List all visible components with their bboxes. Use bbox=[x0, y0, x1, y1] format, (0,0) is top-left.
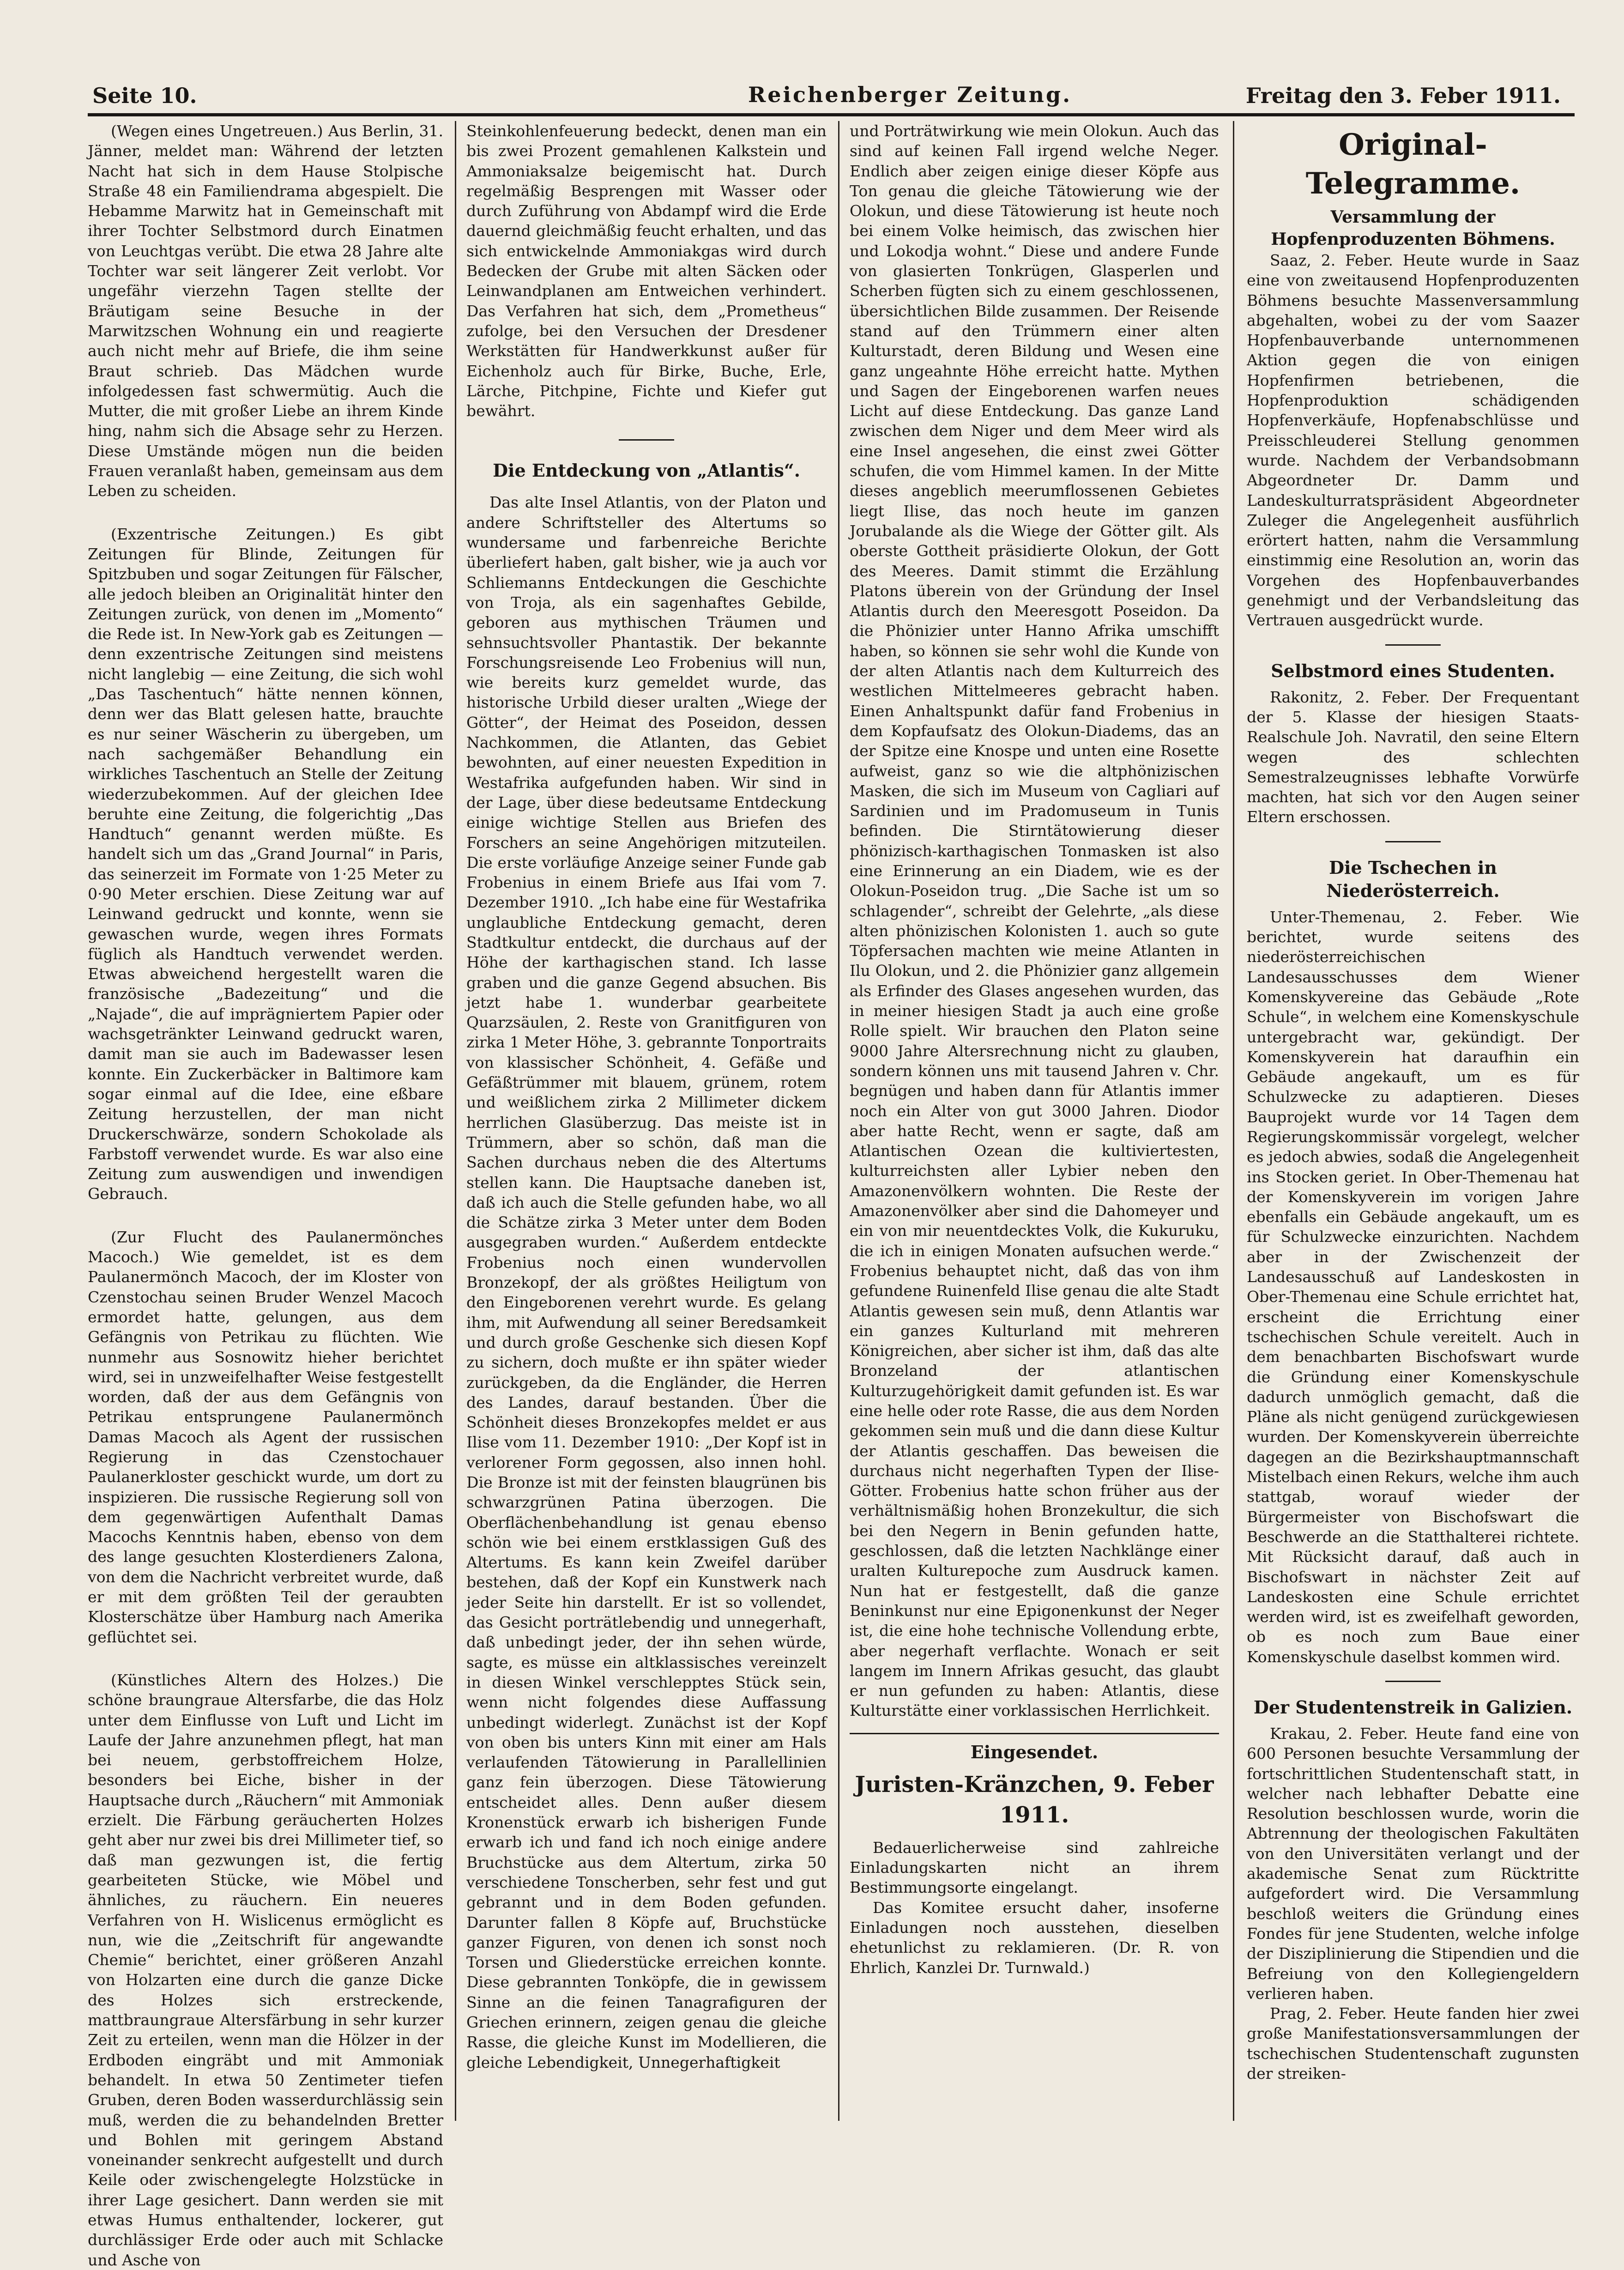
page-number: Seite 10. bbox=[92, 83, 197, 108]
issue-date: Freitag den 3. Feber 1911. bbox=[1245, 83, 1561, 108]
headline-selbstmord: Selbstmord eines Studenten. bbox=[1271, 660, 1555, 681]
heading-eingesendet: Eingesendet. bbox=[970, 1741, 1099, 1762]
article-divider bbox=[1385, 1681, 1441, 1682]
article-holz-cont: Steinkohlenfeuerung bedeckt, denen man ein bis zwei Prozent gemahlenen Kalkstein und Ammoniaksalze beigemischt hat. Durch regelmäßig Besprengen mit Wasser oder durch Zuführung von Abdampf wird die Erde dauernd gleichmäßig feucht erhalten, und das sich entwickelnde Ammoniakgas wird durch Bedecken der Grube mit alten Säcken oder Leinwandplanen am Entweichen verhindert. Das Verfahren hat sich, dem „Prometheus“ zufolge, bei den Versuchen der Dresdener Werkstätten für Handwerkkunst außer für Eichenholz auch für Birke, Buche, Erle, Lärche, Pitchpine, Fichte und Kiefer gut bewährt. bbox=[466, 122, 827, 420]
column-2 bbox=[466, 121, 827, 2121]
article-atlantis-cont: und Porträtwirkung wie mein Olokun. Auch das sind auf keinen Fall irgend welche Neger. Endlich aber zeigen einige dieser Köpfe aus Ton genau die gleiche Tätowierung wie der Olokun, und diese Tätowierung ist heute noch bei einem Volke heimisch, das zwischen hier und Lokodja wohnt.“ Diese und andere Funde von glasierten Tonkrügen, Glasperlen und Scherben fügten sich zu einem geschlossenen, übersichtlichen Bilde zusammen. Der Reisende stand auf den Trümmern einer alten Kulturstadt, deren Bildung und Wesen eine ganz ungeahnte Höhe erreicht hatte. Mythen und Sagen der Eingeborenen warfen neues Licht auf diese Entdeckung. Das ganze Land zwischen dem Niger und dem Meer wird als eine Insel angesehen, die einst zwei Götter schufen, die vom Himmel kamen. In der Mitte dieses angeblich meerumflossenen Gebietes liegt Ilise, das noch heute im ganzen Jorubalande als die Wiege der Götter gilt. Als oberste Gottheit präsidierte Olokun, der Gott des Meeres. Damit stimmt die Erzählung Platons überein von der Gründung der Insel Atlantis durch den Meeresgott Poseidon. Da die Phönizier unter Hanno Afrika umschifft haben, so können sie sehr wohl die Kunde von der alten Atlantis nach dem Kulturreich des westlichen Mittelmeeres gebracht haben. Einen Anhaltspunkt dafür fand Frobenius in dem Kopfaufsatz des Olokun-Diadems, das an der Spitze eine Knospe und unten eine Rosette aufweist, ganz so wie die altphönizischen Masken, die sich im Museum von Cagliari auf Sardinien und im Pradomuseum in Tunis befinden. Die Stirntätowierung dieser phönizisch-karthagischen Tonmasken ist also eine Erinnerung an ein Diadem, wie es der Olokun-Poseidon trug. „Die Sache ist um so schlagender“, schreibt der Gelehrte, „als diese alten phönizischen Kolonisten 1. auch so gute Töpfersachen machten wie meine Atlanten in Ilu Olokun, und 2. die Phönizier ganz allgemein als Erfinder des Glases angesehen wurden, das in meiner hiesigen Stadt ja auch eine große Rolle spielt. Wir brauchen den Platon seine 9000 Jahre Altersrechnung nicht zu glauben, sondern können uns mit tausend Jahren v. Chr. begnügen und haben dann für Atlantis immer noch ein Alter von gut 3000 Jahren. Diodor aber hatte Recht, wenn er sagte, daß am Atlantischen Ozean die kultiviertesten, kulturreichsten aller Lybier neben den Amazonenvölkern wohnten. Die Reste der Amazonenvölker aber sind die Dahomeyer und ein von mir neuentdecktes Volk, die Kukuruku, die ich in einigen Monaten aufsuchen werde.“ Frobenius behauptet nicht, daß das von ihm gefundene Ruinenfeld Ilise genau die alte Stadt Atlantis gewesen sein muß, denn Atlantis war ein ganzes Kulturland mit mehreren Königreichen, aber sicher ist ihm, daß das alte Bronzeland der atlantischen Kulturzugehörigkeit damit gefunden ist. Es war eine helle oder rote Rasse, die aus dem Norden gekommen sein muß und die dann diese Kultur der Atlantis geschaffen. Das beweisen die durchaus nicht negerhaften Typen der Ilise-Götter. Frobenius hatte schon früher aus der verhältnismäßig hohen Bronzekultur, die sich bei den Negern in Benin gefunden hatte, geschlossen, daß die letzten Nachklänge einer uralten Kulturepoche zum Ausdruck kamen. Nun hat er festgestellt, daß die ganze Beninkunst nur eine Epigonenkunst der Neger ist, die eine hohe technische Vollendung erbte, aber negerhaft verflachte. Wonach er seit langem im Innern Afrikas gesucht, das glaubt er nun gefunden zu haben: Atlantis, diese Kulturstätte einer vorklassischen Herrlichkeit. bbox=[850, 122, 1219, 1720]
column-4 bbox=[1247, 121, 1579, 2121]
article-macoch: (Zur Flucht des Paulanermönches Macoch.) Wie gemeldet, ist es dem Paulanermönch Macoch, der im Kloster von Czenstochau seinen Bruder Wenzel Macoch ermordet hatte, gelungen, aus dem Gefängnis von Petrikau zu flüchten. Wie nunmehr aus Sosnowitz hieher berichtet wird, sei in unzweifelhafter Weise festgestellt worden, daß der aus dem Gefängnis von Petrikau entsprungene Paulanermönch Damas Macoch als Agent der russischen Regierung in das Czenstochauer Paulanerkloster geschickt wurde, um dort zu inspizieren. Die russische Regierung soll von dem gegenwärtigen Aufenthalt Damas Macochs Kenntnis haben, ebenso von dem des lange gesuchten Klosterdieners Zalona, von dem die Nachricht verbreitet wurde, daß er mit dem größten Teil der geraubten Klosterschätze über Hamburg nach Amerika geflüchtet sei. bbox=[88, 1228, 443, 1646]
article-ungetreuer: (Wegen eines Ungetreuen.) Aus Berlin, 31. Jänner, meldet man: Während der letzten Nacht hat sich in dem Hause Stolpische Straße 48 ein Familiendrama abgespielt. Die Hebamme Marwitz hat in Gemeinschaft mit ihrer Tochter Selbstmord durch Einatmen von Leuchtgas verübt. Die etwa 28 Jahre alte Tochter war seit längerer Zeit verlobt. Vor ungefähr vierzehn Tagen stellte der Bräutigam seine Besuche in der Marwitzschen Wohnung ein und reagierte auch nicht mehr auf Briefe, die ihm seine Braut schrieb. Das Mädchen wurde infolgedessen fast schwermütig. Auch die Mutter, die mit großer Liebe an ihrem Kinde hing, nahm sich die Absage sehr zu Herzen. Diese Umstände mögen nun die beiden Frauen veranlaßt haben, gemeinsam aus dem Leben zu scheiden. bbox=[88, 122, 443, 500]
headline-tschechen: Die Tschechen in Niederösterreich. bbox=[1326, 857, 1500, 901]
headline-juristen: Juristen-Kränzchen, 9. Feber 1911. bbox=[855, 1771, 1214, 1828]
column-divider bbox=[838, 121, 839, 2121]
headline-hopfen: Versammlung der Hopfenproduzenten Böhmens. bbox=[1271, 207, 1555, 249]
article-divider bbox=[619, 439, 674, 441]
article-zeitungen: (Exzentrische Zeitungen.) Es gibt Zeitungen für Blinde, Zeitungen für Spitzbuben und sogar Zeitungen für Fälscher, alle jedoch bleiben an Originalität hinter den Zeitungen zurück, von denen im „Momento“ die Rede ist. In New-York gab es Zeitungen — denn exzentrische Zeitungen sind meistens nicht langlebig — eine Zeitung, die sich wohl „Das Taschentuch“ hätte nennen können, denn wer das Blatt gelesen hatte, brauchte es nur seiner Wäscherin zu übergeben, um nach sachgemäßer Behandlung ein wirkliches Taschentuch an Stelle der Zeitung wiederzubekommen. Auf der gleichen Idee beruhte eine Zeitung, die folgerichtig „Das Handtuch“ genannt werden müßte. Es handelt sich um das „Grand Journal“ in Paris, das seinerzeit im Formate von 1·25 Meter zu 0·90 Meter erschien. Diese Zeitung war auf Leinwand gedruckt und konnte, wenn sie gewaschen wurde, wegen ihres Formats füglich als Handtuch verwendet werden. Etwas abweichend hergestellt waren die französische „Badezeitung“ und die „Najade“, die auf imprägniertem Papier oder wachsgetränkter Leinwand gedruckt waren, damit man sie auch im Badewasser lesen konnte. Ein Zuckerbäcker in Baltimore kam sogar einmal auf die Idee, eine eßbare Zeitung herzustellen, der man nicht Druckerschwärze, sondern Schokolade als Farbstoff verwendet wurde. Es war also eine Zeitung zum auswendigen und inwendigen Gebrauch. bbox=[88, 525, 443, 1203]
article-holz: (Künstliches Altern des Holzes.) Die schöne braungraue Altersfarbe, die das Holz unter dem Einflusse von Luft und Licht im Laufe der Jahre anzunehmen pflegt, hat man bei neuem, gerbstoffreichem Holze, besonders bei Eiche, bisher in der Hauptsache durch „Räuchern“ mit Ammoniak erzielt. Die Färbung geräucherten Holzes geht aber nur zwei bis drei Millimeter tief, so daß man gezwungen ist, die fertig gearbeiteten Stücke, wie Möbel und ähnliches, zu räuchern. Ein neueres Verfahren von H. Wislicenus ermöglicht es nun, wie die „Zeitschrift für angewandte Chemie“ berichtet, einer größeren Anzahl von Holzarten eine durch die ganze Dicke des Holzes sich erstreckende, mattbraungraue Altersfärbung in sehr kurzer Zeit zu erteilen, wenn man die Hölzer in der Erdboden eingräbt und mit Ammoniak behandelt. In etwa 50 Zentimeter tiefen Gruben, deren Boden wasserdurchlässig sein muß, werden die zu behandelnden Bretter und Bohlen mit geringem Abstand voneinander senkrecht aufgestellt und durch Keile oder zwischengelegte Holzstücke in ihrer Lage gesichert. Dann werden sie mit etwas Humus enthaltender, lockerer, gut durchlässiger Erde oder auch mit Schlacke und Asche von bbox=[88, 1671, 443, 2269]
article-selbstmord: Rakonitz, 2. Feber. Der Frequentant der 5. Klasse der hiesigen Staats-Realschule Joh. Navratil, den seine Eltern wegen des schlechten Semestralzeugnisses lebhafte Vorwürfe machten, hat sich vor den Augen seiner Eltern erschossen. bbox=[1247, 688, 1579, 826]
article-divider bbox=[1385, 644, 1441, 646]
article-hopfen: Saaz, 2. Feber. Heute wurde in Saaz eine von zweitausend Hopfenproduzenten Böhmens besuchte Massenversammlung abgehalten, wobei zu der vom Saazer Hopfenbauverbande unternommenen Aktion gegen die von einigen Hopfenfirmen betriebenen, die Hopfenproduktion schädigenden Hopfenverkäufe, Hopfenabschlüsse und Preisschleuderei Stellung genommen wurde. Nachdem der Verbandsobmann Abgeordneter Dr. Damm und Landeskulturratspräsident Abgeordneter Zuleger die Angelegenheit ausführlich erörtert hatten, nahm die Versammlung einstimmig eine Resolution an, worin das Vorgehen des Hopfenbauverbandes genehmigt und der Verbandsleitung das Vertrauen ausgedrückt wurde. bbox=[1247, 251, 1579, 630]
notice-text-1: Bedauerlicherweise sind zahlreiche Einladungskarten nicht an ihrem Bestimmungsorte eingelangt. bbox=[850, 1838, 1219, 1897]
header-rule bbox=[88, 113, 1575, 116]
notice-text-2: Das Komitee ersucht daher, insoferne Einladungen noch ausstehen, dieselben ehetunlichst zu reklamieren. (Dr. R. von Ehrlich, Kanzlei Dr. Turnwald.) bbox=[850, 1898, 1219, 1977]
article-prag: Prag, 2. Feber. Heute fanden hier zwei große Manifestationsversammlungen der tschechischen Studentenschaft zugunsten der streiken- bbox=[1247, 2004, 1579, 2083]
article-atlantis: Das alte Insel Atlantis, von der Platon und andere Schriftsteller des Altertums so wundersame und farbenreiche Berichte überliefert haben, galt bisher, wie ja auch vor Schliemanns Entdeckungen die Geschichte von Troja, als ein sagenhaftes Gebilde, geboren aus mythischen Träumen und sehnsuchtsvoller Phantastik. Der bekannte Forschungsreisende Leo Frobenius will nun, wie bereits kurz gemeldet wurde, das historische Urbild dieser uralten „Wiege der Götter“, der Heimat des Poseidon, dessen Nachkommen, die Atlanten, das Gebiet bewohnten, auf einer neuesten Expedition in Westafrika aufgefunden haben. Wir sind in der Lage, über diese bedeutsame Entdeckung einige wichtige Stellen aus Briefen des Forschers an seine Angehörigen mitzuteilen. Die erste vorläufige Anzeige seiner Funde gab Frobenius in einem Briefe aus Ifai vom 7. Dezember 1910. „Ich habe eine für Westafrika unglaubliche Entdeckung gemacht, deren Stadtkultur entdeckt, die durchaus auf der Höhe der karthagischen stand. Ich lasse graben und die ganze Gegend absuchen. Bis jetzt habe 1. wunderbar gearbeitete Quarzsäulen, 2. Reste von Granitfiguren von zirka 1 Meter Höhe, 3. gebrannte Tonportraits von klassischer Schönheit, 4. Gefäße und Gefäßtrümmer mit blauem, grünem, rotem und weißlichem zirka 2 Millimeter dickem herrlichen Glasüberzug. Das meiste ist in Trümmern, aber so schön, daß man die Sachen durchaus neben die des Altertums stellen kann. Die Hauptsache daneben ist, daß ich auch die Stelle gefunden habe, wo all die Schätze zirka 3 Meter unter dem Boden ausgegraben wurden.“ Außerdem entdeckte Frobenius noch einen wundervollen Bronzekopf, der als größtes Heiligtum von den Eingeborenen verehrt wurde. Es gelang ihm, mit Aufwendung all seiner Beredsamkeit und durch große Geschenke sich diesen Kopf zu sichern, doch mußte er ihn später wieder zurückgeben, da die Engländer, die Herren des Landes, darauf bestanden. Über die Schönheit dieses Bronzekopfes meldet er aus Ilise vom 11. Dezember 1910: „Der Kopf ist in verlorener Form gegossen, also innen hohl. Die Bronze ist mit der feinsten blaugrünen bis schwarzgrünen Patina überzogen. Die Oberflächenbehandlung ist genau ebenso schön wie bei einem erstklassigen Guß des Altertums. Es kann kein Zweifel darüber bestehen, daß der Kopf ein Kunstwerk nach jeder Seite hin darstellt. Er ist so vollendet, das Gesicht porträtlebendig und unnegerhaft, daß unbedingt jeder, der ihn sehen würde, sagte, es müsse ein altklassisches vereinzelt in diesen Winkel verschlepptes Stück sein, wenn nicht folgendes diese Auffassung unbedingt widerlegt. Zunächst ist der Kopf von oben bis unters Kinn mit einer am Hals verlaufenden Tätowierung in Parallellinien ganz fein überzogen. Diese Tätowierung entscheidet alles. Denn außer diesem Kronenstück erwarb ich bisherigen Funde erwarb ich und fand ich noch einige andere Bruchstücke aus dem Altertum, zirka 50 verschiedene Tonscherben, sehr fest und gut gebrannt und in dem Boden gefunden. Darunter fallen 8 Köpfe auf, Bruchstücke ganzer Figuren, von denen ich sonst noch Torsen und Gliederstücke erreichen konnte. Diese gebrannten Tonköpfe, die in gewissem Sinne an die feinen Tanagrafiguren der Griechen erinnern, zeigen genau die gleiche Rasse, die gleiche Kunst im Modellieren, die gleiche Lebendigkeit, Unnegerhaftigkeit bbox=[466, 493, 827, 2071]
page-header bbox=[88, 79, 1565, 115]
article-divider bbox=[1385, 841, 1441, 842]
headline-studentenstreik: Der Studentenstreik in Galizien. bbox=[1253, 1697, 1573, 1718]
section-rule bbox=[850, 1733, 1219, 1734]
article-studentenstreik: Krakau, 2. Feber. Heute fand eine von 600 Personen besuchte Versammlung der fortschrittlichen Studentenschaft statt, in welcher nach lebhafter Debatte eine Resolution beschlossen wurde, worin die Abtrennung der theologischen Fakultäten von den Universitäten verlangt und der akademische Senat zum Rücktritte aufgefordert wird. Die Versammlung beschloß weiters die Gründung eines Fondes für jene Studenten, welche infolge der Disziplinierung die Stipendien und die Befreiung von den Kollegiengeldern verlieren haben. bbox=[1247, 1725, 1579, 2003]
column-1 bbox=[88, 121, 443, 2269]
article-tschechen: Unter-Themenau, 2. Feber. Wie berichtet, wurde seitens des niederösterreichischen Landesausschusses dem Wiener Komenskyvereine das Gebäude „Rote Schule“, in welchem eine Komenskyschule untergebracht war, gekündigt. Der Komenskyverein hat daraufhin ein Gebäude angekauft, um es für Schulzwecke zu adaptieren. Dieses Bauprojekt wurde vor 14 Tagen dem Regierungskommissär vorgelegt, welcher es jedoch abwies, sodaß die Angelegenheit ins Stocken geriet. In Ober-Themenau hat der Komenskyverein im vorigen Jahre ebenfalls ein Gebäude angekauft, um es für Schulzwecke einzurichten. Nachdem aber in der Zwischenzeit der Landesausschuß auf Landeskosten in Ober-Themenau eine Schule errichtet hat, erscheint die Errichtung einer tschechischen Schule vereitelt. Auch in dem benachbarten Bischofswart wurde die Gründung einer Komenskyschule dadurch unmöglich gemacht, daß die Pläne als nicht genügend zurückgewiesen wurden. Der Komenskyverein überreichte dagegen an die Bezirkshauptmannschaft Mistelbach einen Rekurs, welche ihm auch stattgab, worauf wieder der Bürgermeister von Bischofswart die Beschwerde an die Statthalterei richtete. Mit Rücksicht darauf, daß auch in Bischofswart in nächster Zeit auf Landeskosten eine Schule errichtet werden wird, ist es zweifelhaft geworden, ob es noch zum Baue einer Komenskyschule daselbst kommen wird. bbox=[1247, 908, 1579, 1666]
column-divider bbox=[1233, 121, 1234, 2121]
section-title-telegramme: Original-Telegramme. bbox=[1305, 127, 1521, 201]
masthead: Reichenberger Zeitung. bbox=[748, 82, 1072, 107]
headline-atlantis: Die Entdeckung von „Atlantis“. bbox=[493, 460, 800, 481]
column-divider bbox=[455, 121, 456, 2121]
column-3 bbox=[850, 121, 1219, 2121]
